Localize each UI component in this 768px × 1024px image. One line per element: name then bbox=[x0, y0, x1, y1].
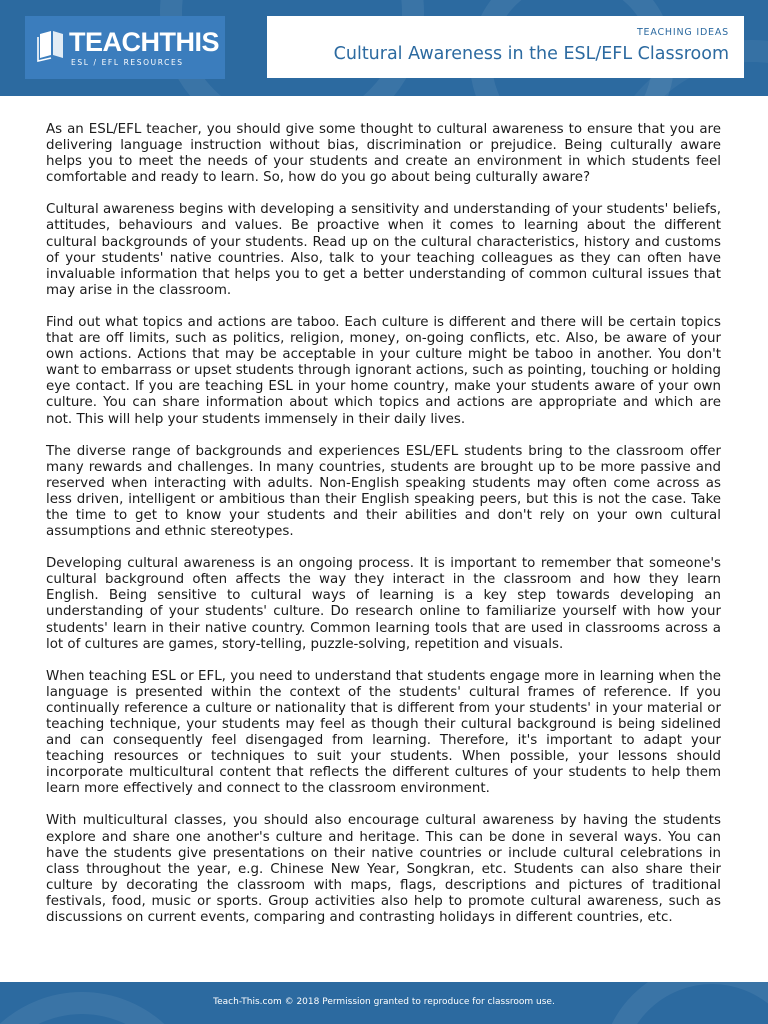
page-header bbox=[0, 0, 768, 96]
teachthis-logo[interactable] bbox=[25, 16, 225, 79]
logo-tagline: ESL / EFL RESOURCES bbox=[71, 58, 184, 67]
copyright-notice: Teach-This.com © 2018 Permission granted to reproduce for classroom use. bbox=[213, 997, 555, 1007]
page-title: Cultural Awareness in the ESL/EFL Classroom bbox=[333, 44, 729, 64]
paragraph: The diverse range of backgrounds and experiences ESL/EFL students bring to the classroom offer many rewards and challenges. In many countries, students are brought up to be more passive and reserved when interacting with adults. Non-English speaking students may often come across as less driven, intelligent or ambitious than their English speaking peers, but this is not the case. Take the time to get to know your students and their abilities and don't rely on your own cultural assumptions and ethnic stereotypes. bbox=[46, 443, 721, 540]
paragraph: As an ESL/EFL teacher, you should give some thought to cultural awareness to ensure that you are delivering language instruction without bias, discrimination or prejudice. Being culturally aware helps you to meet the needs of your students and create an environment in which students feel comfortable and ready to learn. So, how do you go about being culturally aware? bbox=[46, 122, 721, 186]
paragraph: Developing cultural awareness is an ongoing process. It is important to remember that someone's cultural background often affects the way they interact in the classroom and how they learn English. Being sensitive to cultural ways of learning is a key step towards developing an understanding of your students' culture. Do research online to familiarize yourself with how your students' learn in their native country. Common learning tools that are used in classrooms across a lot of cultures are games, story-telling, puzzle-solving, repetition and visuals. bbox=[46, 556, 721, 652]
page-footer bbox=[0, 982, 768, 1024]
article-body bbox=[46, 122, 721, 942]
title-box bbox=[267, 16, 744, 78]
paragraph: Cultural awareness begins with developing a sensitivity and understanding of your students' beliefs, attitudes, behaviours and values. Be proactive when it comes to learning about the different cultural backgrounds of your students. Read up on the cultural characteristics, history and customs of your students' native countries. Also, talk to your teaching colleagues as they can often have invaluable information that helps you to get a better understanding of common cultural issues that may arise in the classroom. bbox=[46, 202, 721, 298]
paragraph: With multicultural classes, you should also encourage cultural awareness by having the students explore and share one another's culture and heritage. This can be done in several ways. You can have the students give presentations on their native countries or include cultural celebrations in class throughout the year, e.g. Chinese New Year, Songkran, etc. Students can also share their culture by decorating the classroom with maps, flags, descriptions and pictures of traditional festivals, food, music or sports. Group activities also help to promote cultural awareness, such as discussions on current events, comparing and contrasting holidays in different countries, etc. bbox=[46, 813, 721, 926]
section-kicker: TEACHING IDEAS bbox=[636, 27, 729, 38]
paragraph: When teaching ESL or EFL, you need to understand that students engage more in learning when the language is presented within the context of the students' cultural frames of reference. If you continually reference a culture or nationality that is different from your students' in your material or teaching technique, your students may feel as though their cultural background is being sidelined and can consequently feel disengaged from learning. Therefore, it's important to adapt your teaching resources or techniques to suit your students. When possible, your lessons should incorporate multicultural content that reflects the different cultures of your students to help them learn more effectively and connect to the classroom environment. bbox=[46, 668, 721, 797]
logo-wordmark: TEACHTHIS bbox=[69, 27, 219, 57]
paragraph: Find out what topics and actions are taboo. Each culture is different and there will be certain topics that are off limits, such as politics, religion, money, on-going conflicts, etc. Also, be aware of your own actions. Actions that may be acceptable in your culture might be taboo in another. You don't want to embarrass or upset students through ignorant actions, such as pointing, touching or holding eye contact. If you are teaching ESL in your home country, make your students aware of your own culture. You can share information about which topics and actions are appropriate and which are not. This will help your students immensely in their daily lives. bbox=[46, 314, 721, 427]
book-icon bbox=[36, 28, 66, 62]
